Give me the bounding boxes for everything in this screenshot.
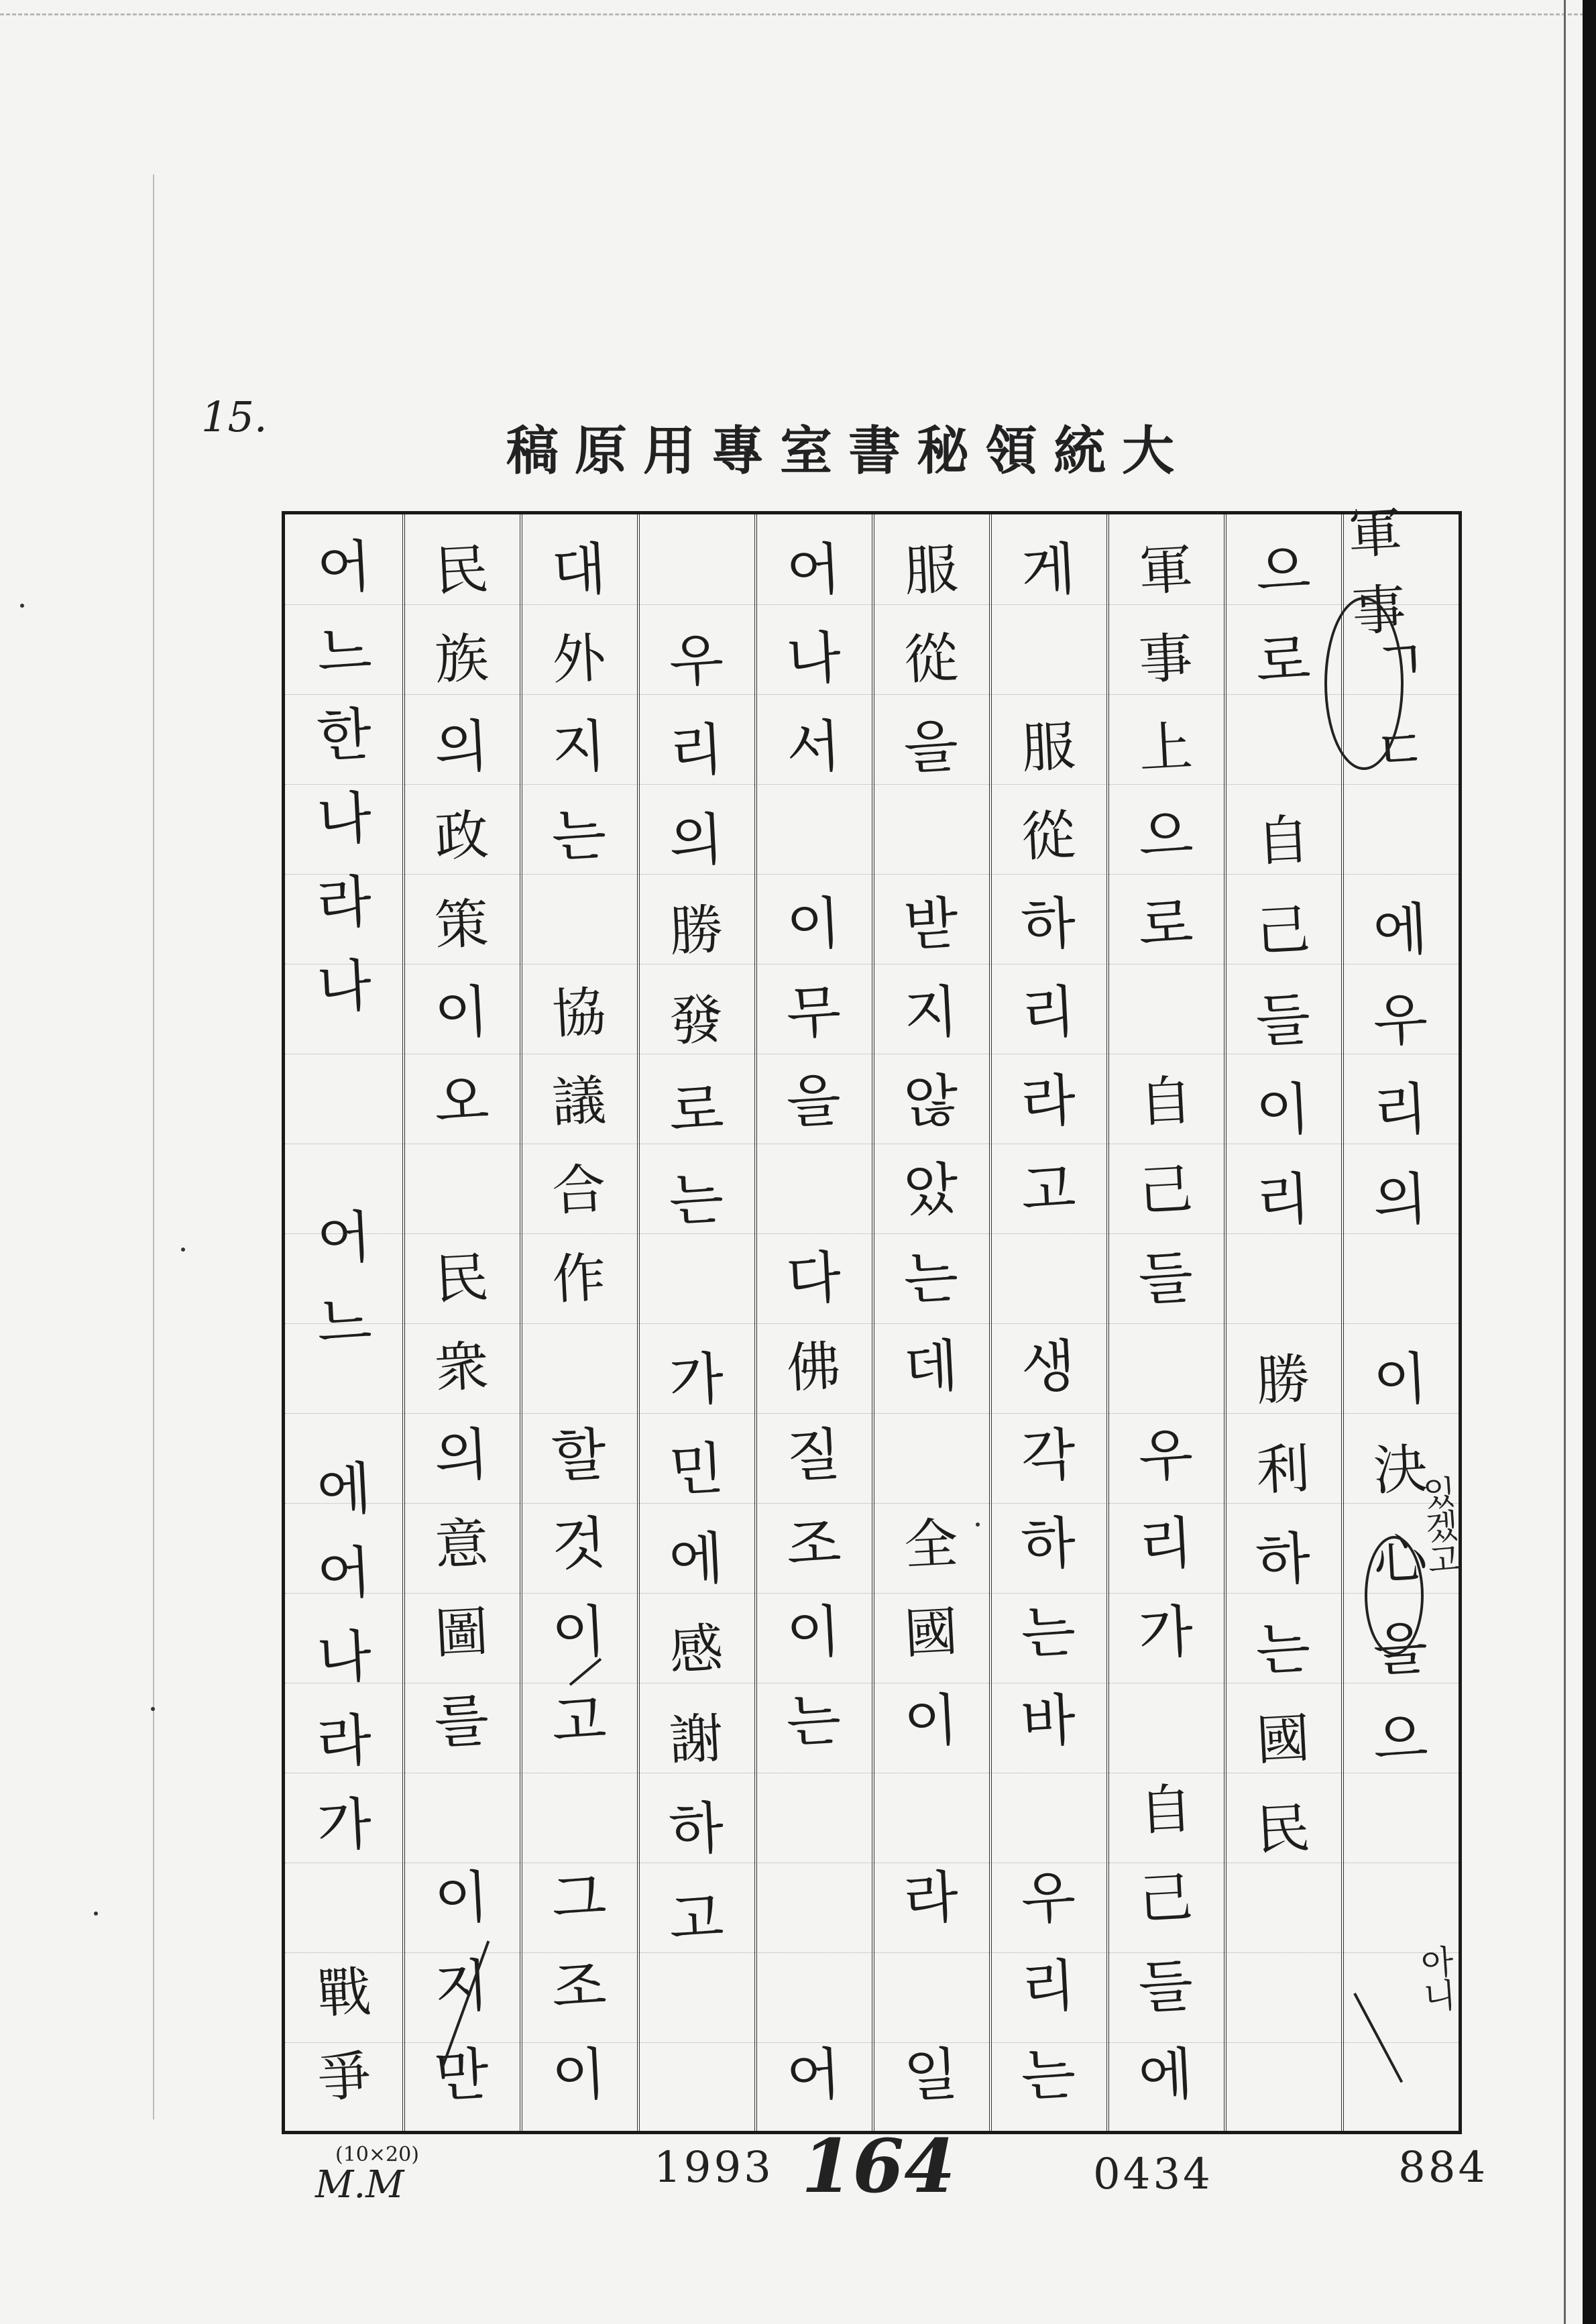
manuscript-character: 들: [1254, 985, 1312, 1054]
manuscript-character: 爭: [315, 2044, 373, 2110]
manuscript-character: [996, 1758, 1101, 1852]
scan-edge-right: [1583, 0, 1596, 2324]
manuscript-character: 이: [902, 1686, 960, 1755]
grid-column-line: [637, 514, 640, 2131]
manuscript-character: 服: [1019, 714, 1077, 780]
manuscript-character: 생: [1019, 1332, 1078, 1401]
manuscript-character: 는: [902, 1243, 960, 1313]
initials: M.M: [315, 2163, 404, 2207]
manuscript-character: 고: [1019, 1155, 1078, 1224]
manuscript-character: 이: [550, 1598, 608, 1667]
manuscript-character: [292, 1105, 396, 1195]
manuscript-character: [292, 1357, 396, 1446]
manuscript-character: [761, 1846, 866, 1940]
manuscript-character: 에: [315, 1455, 374, 1525]
manuscript-character: [761, 1138, 866, 1232]
manuscript-character: [644, 518, 749, 614]
manuscript-character: 을: [785, 1066, 843, 1136]
manuscript-character: 己: [1137, 1865, 1194, 1931]
manuscript-character: 衆: [433, 1334, 490, 1400]
manuscript-character: 心: [1371, 1527, 1429, 1592]
manuscript-character: [1348, 788, 1453, 883]
manuscript-character: [1348, 1237, 1453, 1333]
manuscript-character: [878, 1935, 984, 2029]
manuscript-character: 는: [1019, 1598, 1078, 1667]
manuscript-character: 外: [550, 626, 608, 691]
manuscript-character: 이: [785, 1598, 843, 1667]
manuscript-character: 라: [315, 868, 374, 938]
manuscript-character: 서: [785, 712, 843, 781]
manuscript-character: [409, 1138, 514, 1232]
grid-column-line: [520, 514, 522, 2131]
manuscript-character: 決: [1371, 1437, 1429, 1502]
manuscript-character: 自: [1254, 808, 1312, 873]
manuscript-character: 族: [433, 626, 490, 691]
manuscript-character: [761, 784, 866, 878]
manuscript-character: 服: [902, 537, 960, 603]
manuscript-character: 의: [433, 1421, 491, 1490]
manuscript-character: 自: [1137, 1068, 1194, 1134]
manuscript-column: [408, 514, 515, 2131]
manuscript-character: 어: [315, 1203, 374, 1273]
manuscript-character: 勝: [667, 897, 725, 963]
manuscript-character: 으: [1254, 536, 1312, 605]
manuscript-character: 로: [1137, 889, 1195, 958]
manuscript-character: [1231, 1237, 1336, 1333]
manuscript-character: 民: [433, 537, 490, 603]
grid-column-line: [872, 514, 874, 2131]
manuscript-character: 리: [1371, 1075, 1430, 1144]
manuscript-character: 받: [902, 889, 960, 958]
manuscript-character: 데: [902, 1332, 960, 1401]
manuscript-character: 의: [433, 712, 491, 781]
manuscript-character: 國: [1254, 1706, 1312, 1772]
manuscript-character: [644, 1237, 749, 1333]
manuscript-character: [292, 1860, 396, 1949]
manuscript-character: 이: [433, 1863, 491, 1932]
manuscript-character: 고: [667, 1884, 726, 1953]
manuscript-character: 政: [433, 803, 490, 869]
manuscript-character: 利: [1254, 1437, 1312, 1502]
manuscript-character: 이: [550, 2040, 608, 2109]
manuscript-character: [292, 1021, 396, 1111]
manuscript-character: 나: [315, 952, 374, 1021]
manuscript-character: [409, 1758, 514, 1852]
manuscript-character: 으: [1137, 801, 1195, 870]
manuscript-character: 을: [1371, 1614, 1430, 1683]
manuscript-character: 리: [1019, 1952, 1078, 2021]
manuscript-character: 대: [550, 535, 608, 604]
manuscript-character: 할: [550, 1421, 608, 1490]
manuscript-character: ㄷ: [1371, 716, 1430, 785]
archive-code: 0434: [1093, 2150, 1213, 2199]
manuscript-character: 느: [315, 616, 374, 686]
manuscript-character: 일: [902, 2040, 960, 2109]
manuscript-character: 作: [550, 1246, 608, 1311]
manuscript-character: 從: [902, 626, 960, 691]
manuscript-character: [878, 784, 984, 878]
margin-note: 있겠고: [1416, 1474, 1463, 1578]
manuscript-character: 게: [1019, 535, 1078, 604]
manuscript-character: 議: [550, 1068, 608, 1134]
manuscript-character: 協: [550, 980, 608, 1046]
margin-note: 아니: [1414, 1944, 1458, 2013]
grid-column-line: [402, 514, 405, 2131]
manuscript-character: 가: [667, 1345, 726, 1414]
manuscript-character: 바: [1019, 1686, 1078, 1755]
manuscript-character: 로: [667, 1075, 726, 1144]
manuscript-character: 軍事: [1347, 500, 1408, 643]
manuscript-character: 그: [550, 1863, 608, 1932]
manuscript-character: 나: [315, 784, 374, 854]
manuscript-character: 從: [1019, 803, 1077, 869]
manuscript-character: 는: [550, 801, 608, 870]
manuscript-character: 우: [1371, 985, 1430, 1054]
manuscript-character: 라: [902, 1863, 960, 1932]
manuscript-character: 에: [667, 1525, 726, 1594]
manuscript-character: 로: [1254, 626, 1312, 695]
scan-edge-top: [0, 13, 1596, 18]
manuscript-column: [525, 514, 632, 2131]
manuscript-character: 한: [315, 700, 374, 770]
manuscript-character: [1113, 1315, 1218, 1409]
manuscript-character: 民: [1254, 1796, 1312, 1862]
manuscript-character: 무: [785, 978, 843, 1047]
manuscript-character: 는: [667, 1165, 726, 1234]
scan-speck: [94, 1912, 98, 1916]
manuscript-grid: [282, 500, 1462, 2134]
manuscript-character: [1113, 1669, 1218, 1763]
manuscript-character: 己: [1137, 1157, 1194, 1223]
manuscript-character: 으: [1371, 1704, 1430, 1773]
scan-speck: [20, 604, 24, 608]
circle-mark: [1324, 597, 1404, 770]
manuscript-character: [761, 1935, 866, 2029]
manuscript-character: 것: [550, 1509, 608, 1578]
manuscript-character: [996, 1227, 1101, 1321]
manuscript-character: 民: [433, 1246, 490, 1311]
circle-mark: [1365, 1536, 1424, 1655]
manuscript-character: [761, 1758, 866, 1852]
manuscript-character: [526, 1758, 632, 1852]
scan-edge-right-line: [1564, 0, 1566, 2324]
manuscript-character: 의: [1371, 1165, 1430, 1234]
manuscript-column: [877, 514, 984, 2131]
manuscript-character: 았: [902, 1155, 960, 1224]
manuscript-character: 질: [785, 1421, 843, 1490]
manuscript-character: 를: [433, 1686, 491, 1755]
manuscript-character: 각: [1019, 1421, 1078, 1490]
manuscript-character: 合: [550, 1157, 608, 1223]
manuscript-character: 軍: [1137, 537, 1194, 603]
manuscript-character: 이: [433, 978, 491, 1047]
manuscript-character: 國: [902, 1600, 960, 1665]
manuscript-character: 다: [785, 1243, 843, 1313]
grid-column-line: [1106, 514, 1109, 2131]
manuscript-character: 우: [1019, 1863, 1078, 1932]
manuscript-character: 는: [1019, 2040, 1078, 2109]
manuscript-character: 의: [667, 806, 726, 875]
manuscript-character: 에: [1371, 895, 1430, 964]
manuscript-character: 戰: [315, 1960, 373, 2026]
manuscript-character: 圖: [433, 1600, 490, 1665]
manuscript-character: 우: [667, 626, 726, 695]
manuscript-character: 己: [1254, 897, 1312, 963]
manuscript-character: [878, 1758, 984, 1852]
grid-column-line: [754, 514, 757, 2131]
manuscript-character: 나: [315, 1622, 374, 1692]
grid-column-line: [989, 514, 992, 2131]
manuscript-column: [1229, 514, 1336, 2131]
manuscript-character: 上: [1137, 714, 1194, 780]
manuscript-character: 感: [667, 1616, 725, 1682]
manuscript-character: 하: [667, 1794, 726, 1863]
manuscript-character: [526, 873, 632, 966]
manuscript-character: 을: [902, 712, 960, 781]
form-header: 稿原用專室書秘領統大: [506, 421, 1190, 482]
manuscript-character: 오: [433, 1066, 491, 1136]
manuscript-character: 佛: [785, 1334, 842, 1400]
archive-page: 884: [1398, 2143, 1489, 2193]
manuscript-character: [1231, 698, 1336, 793]
scan-speck: [151, 1707, 155, 1711]
manuscript-character: 이: [1371, 1345, 1430, 1414]
page-number: 15.: [201, 392, 268, 441]
manuscript-character: 리: [1019, 978, 1078, 1047]
manuscript-character: 만: [433, 2040, 491, 2109]
manuscript-character: 하: [1019, 889, 1078, 958]
manuscript-character: 라: [315, 1706, 374, 1776]
manuscript-column: [642, 514, 750, 2131]
manuscript-character: 리: [1137, 1509, 1195, 1578]
manuscript-character: ㄱ: [1371, 626, 1430, 695]
manuscript-character: 는: [1254, 1614, 1312, 1683]
manuscript-character: 하: [1019, 1509, 1078, 1578]
manuscript-character: 하: [1254, 1525, 1312, 1594]
manuscript-character: 조: [785, 1509, 843, 1578]
manuscript-character: 謝: [667, 1706, 725, 1772]
manuscript-character: [526, 1315, 632, 1409]
manuscript-character: 리: [667, 716, 726, 785]
manuscript-character: 지: [433, 1952, 491, 2021]
manuscript-character: 어: [785, 535, 843, 604]
manuscript-column: [994, 514, 1102, 2131]
manuscript-character: 가: [1137, 1598, 1195, 1667]
scan-speck: [181, 1248, 185, 1252]
manuscript-character: 않: [902, 1066, 960, 1136]
manuscript-character: 조: [550, 1952, 608, 2021]
manuscript-character: 勝: [1254, 1347, 1312, 1413]
manuscript-character: 에: [1137, 2040, 1195, 2109]
manuscript-character: [1113, 961, 1218, 1055]
manuscript-character: 어: [315, 533, 374, 602]
manuscript-character: 들: [1137, 1243, 1195, 1313]
manuscript-character: 우: [1137, 1421, 1195, 1490]
manuscript-character: 發: [667, 987, 725, 1053]
manuscript-character: 어: [315, 1539, 374, 1608]
manuscript-character: 全: [902, 1511, 960, 1577]
grid-column-line: [1224, 514, 1227, 2131]
manuscript-character: 策: [433, 891, 490, 957]
archive-year: 1993: [654, 2143, 774, 2193]
form-spec: (10×20): [335, 2143, 419, 2166]
manuscript-character: 이: [785, 889, 843, 958]
manuscript-character: 라: [1019, 1066, 1078, 1136]
manuscript-character: 느: [315, 1287, 374, 1357]
manuscript-character: 들: [1137, 1952, 1195, 2021]
manuscript-character: 意: [433, 1511, 490, 1577]
manuscript-character: 는: [785, 1686, 843, 1755]
manuscript-character: 이: [1254, 1075, 1312, 1144]
manuscript-character: [996, 607, 1101, 701]
manuscript-character: 事: [1137, 626, 1194, 691]
manuscript-character: 민: [667, 1435, 726, 1504]
scan-edge-left-line: [153, 174, 154, 2119]
manuscript-character: 어: [785, 2040, 843, 2109]
manuscript-character: 지: [550, 712, 608, 781]
manuscript-character: 리: [1254, 1165, 1312, 1234]
manuscript-character: 自: [1137, 1777, 1194, 1842]
manuscript-character: 고: [550, 1686, 608, 1755]
manuscript-column: [1112, 514, 1219, 2131]
manuscript-character: 지: [902, 978, 960, 1047]
manuscript-character: 가: [315, 1790, 374, 1860]
manuscript-column: [290, 514, 398, 2131]
manuscript-character: 나: [785, 624, 843, 693]
manuscript-column: [760, 514, 867, 2131]
handwritten-number: 164: [801, 2123, 956, 2209]
manuscript-character: [878, 1404, 984, 1498]
